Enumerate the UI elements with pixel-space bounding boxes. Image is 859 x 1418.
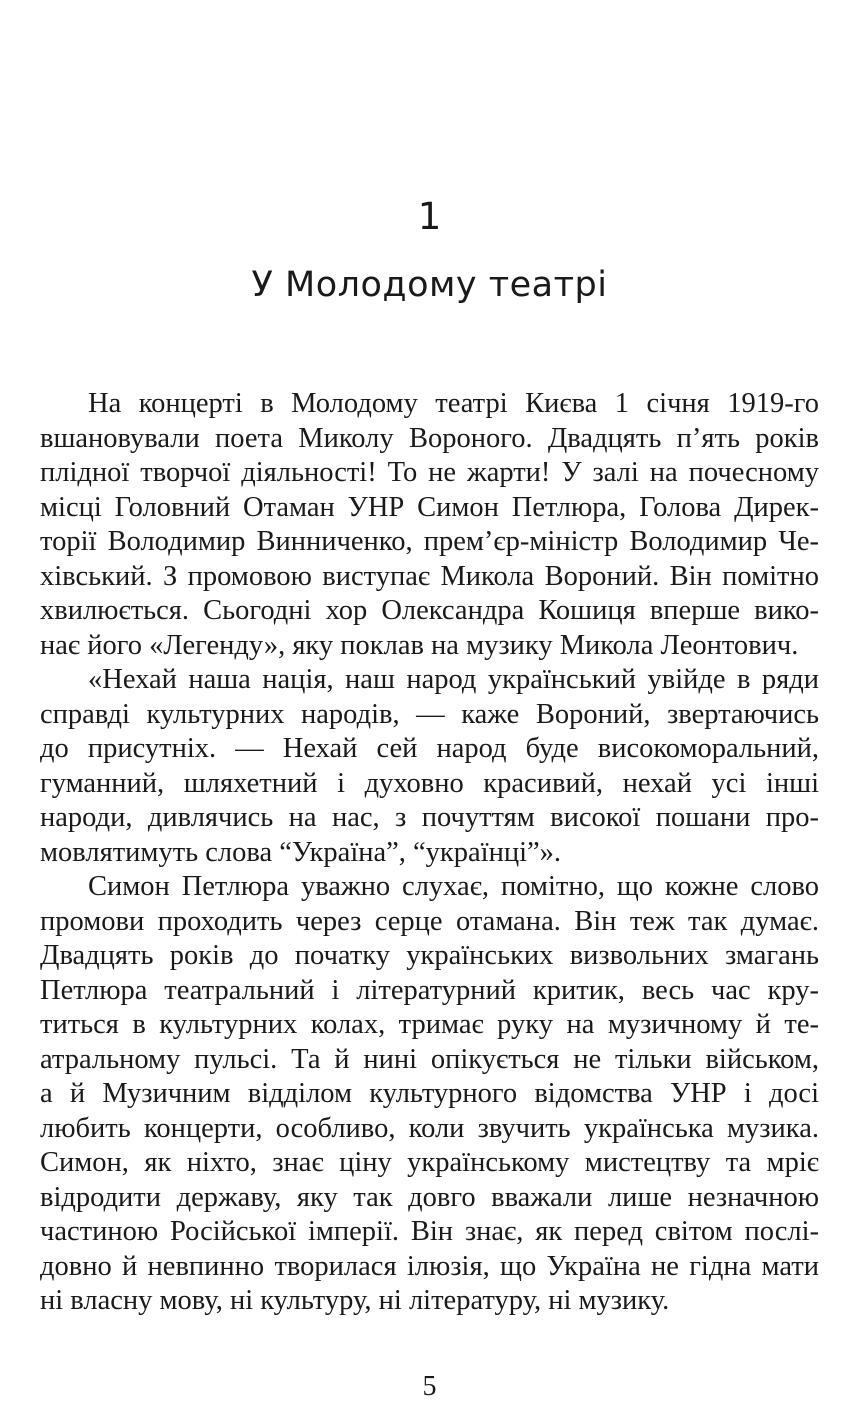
text-line: частиною Російської імперії. Він знає, як перед світом послі- xyxy=(40,1216,819,1247)
paragraph-2 xyxy=(40,663,819,870)
text-line: мовлятимуть слова “Україна”, “українці”». xyxy=(40,836,562,868)
text-line: Симон, як ніхто, знає ціну українському мистецтву та мріє xyxy=(40,1147,819,1178)
page-number: 5 xyxy=(422,1371,437,1402)
text-line: а й Музичним відділом культурного відомства УНР і досі xyxy=(40,1078,819,1109)
chapter-body xyxy=(40,387,819,1319)
text-line: плідної творчої діяльності! То не жарти! У залі на почесному xyxy=(40,457,819,488)
text-line: вшановували поета Миколу Вороного. Двадцять п’ять років xyxy=(40,422,819,454)
text-line: промови проходить через серце отамана. Він теж так думає. xyxy=(40,905,819,937)
text-line: Петлюра театральний і літературний критик, весь час кру- xyxy=(40,974,819,1006)
text-line: торії Володимир Винниченко, прем’єр-міністр Володимир Че- xyxy=(40,526,819,557)
text-line: довно й невпинно творилася ілюзія, що Україна не гідна мати xyxy=(40,1250,819,1282)
text-line: Симон Петлюра уважно слухає, помітно, що кожне слово xyxy=(88,871,819,902)
text-line: місці Головний Отаман УНР Симон Петлюра, Голова Дирек- xyxy=(40,491,819,523)
text-line: гуманний, шляхетний і духовно красивий, нехай усі інші xyxy=(40,767,819,799)
text-line: нає його «Легенду», яку поклав на музику Микола Леонтович. xyxy=(40,629,799,661)
text-line: до присутніх. — Нехай сей народ буде високоморальний, xyxy=(40,733,819,764)
chapter-number: 1 xyxy=(417,195,442,238)
chapter-title: У Молодому театрі xyxy=(251,265,608,305)
text-line: титься в культурних колах, тримає руку на музичному й те- xyxy=(40,1009,819,1040)
text-line: «Нехай наша нація, наш народ український увійде в ряди xyxy=(88,664,819,695)
paragraph-3 xyxy=(40,870,819,1319)
text-line: справді культурних народів, — каже Вороний, звертаючись xyxy=(40,698,819,730)
text-line: любить концерти, особливо, коли звучить українська музика. xyxy=(40,1112,819,1144)
text-line: хвилюється. Сьогодні хор Олександра Кошиця вперше вико- xyxy=(40,595,819,626)
text-line: хівський. З промовою виступає Микола Вороний. Він помітно xyxy=(40,560,819,592)
paragraph-1 xyxy=(40,387,819,663)
text-line: атральному пульсі. Та й нині опікується не тільки військом, xyxy=(40,1043,819,1075)
text-line: відродити державу, яку так довго вважали лише незначною xyxy=(40,1181,819,1213)
text-line: Двадцять років до початку українських визвольних змагань xyxy=(40,940,819,971)
text-line: народи, дивлячись на нас, з почуттям високої пошани про- xyxy=(40,802,819,833)
text-line: На концерті в Молодому театрі Києва 1 січня 1919-го xyxy=(88,388,819,419)
text-line: ні власну мову, ні культуру, ні літературу, ні музику. xyxy=(40,1285,670,1316)
